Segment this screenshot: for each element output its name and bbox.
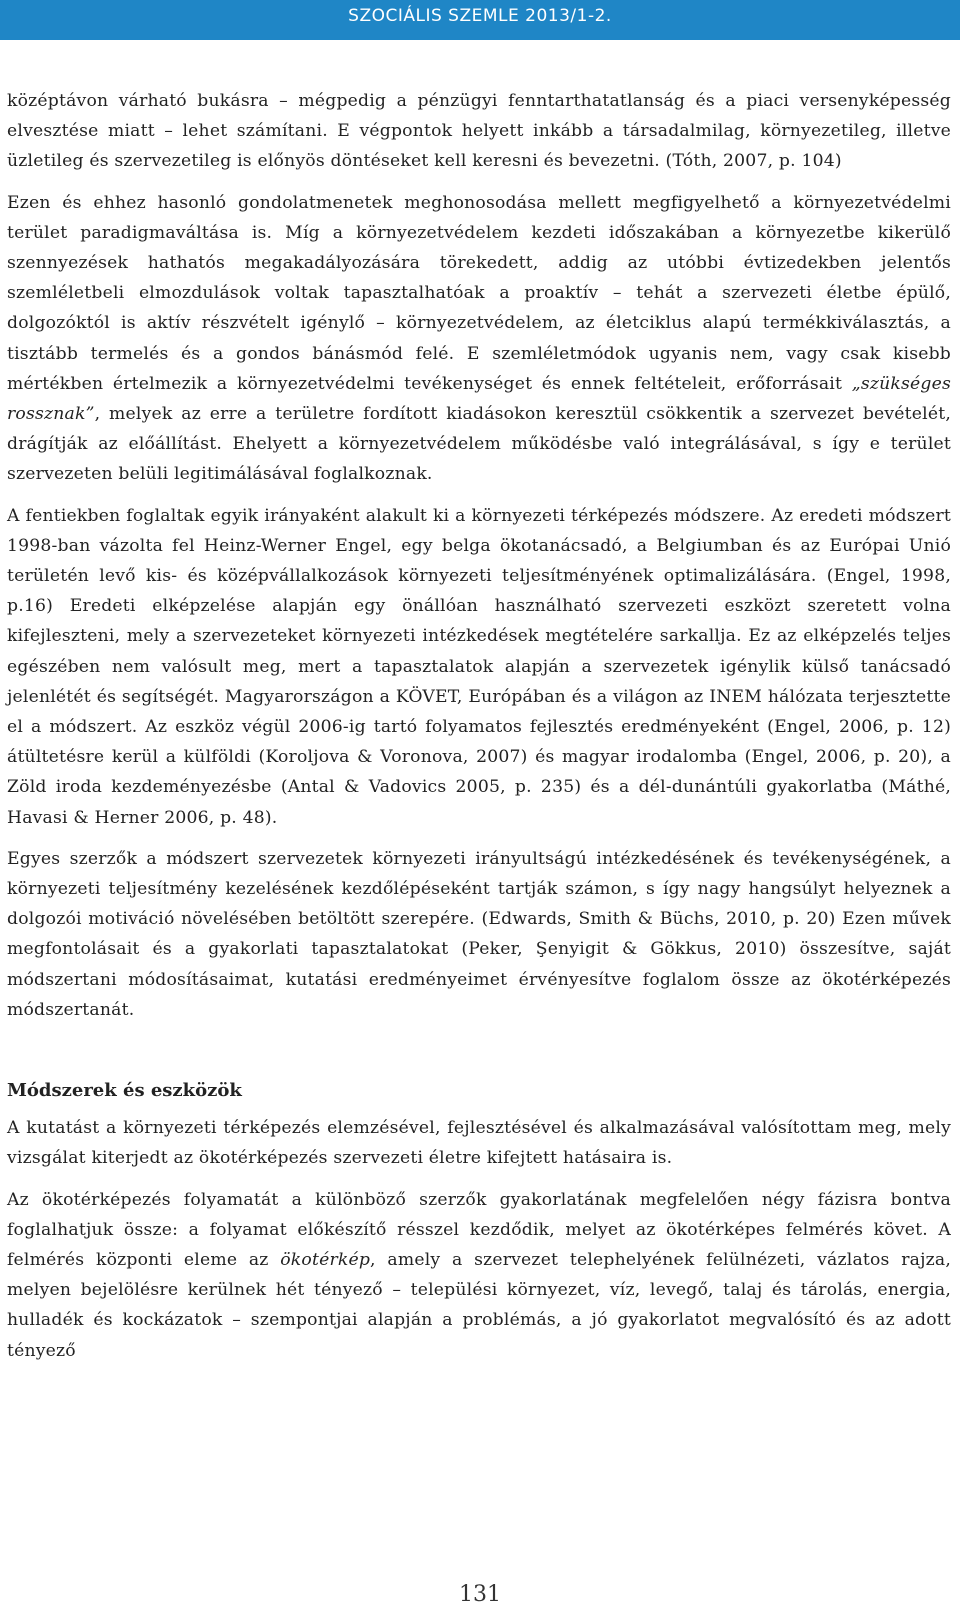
paragraph-6-text: Az ökotérképezés folyamatát a különböző szerzők gyakorlatának megfelelően négy fázisra bontva foglalhatjuk össze: a folyamat előkészítő résszel kezdődik, melyet az ökotérképes felmérés követ. A felmérés központi eleme az — [7, 1189, 951, 1270]
paragraph-1: középtávon várható bukásra – mégpedig a pénzügyi fenntarthatatlanság és a piaci versenyképesség elvesztése miatt – lehet számítani. E végpontok helyett inkább a társadalmilag, környezetileg, illetve üzletileg és szervezetileg is előnyös döntéseket kell keresni és bevezetni. (Tóth, 2007, p. 104) — [7, 91, 951, 172]
article-body — [7, 86, 951, 1377]
journal-header — [0, 0, 960, 40]
paragraph-2-italic: „szükséges rossznak” — [7, 373, 951, 425]
paragraph-6-end: , amely a szervezet telephelyének felülnézeti, vázlatos rajza, melyen bejelölésre kerülnek hét tényező – települési környezet, víz, levegő, talaj és tárolás, energia, hulladék és kockázatok – szempontjai alapján a problémás, a jó gyakorlatot megvalósító és az adott tényező — [7, 1249, 951, 1361]
journal-title: SZOCIÁLIS SZEMLE 2013/1-2. — [348, 6, 612, 26]
page-number: 131 — [459, 1582, 501, 1607]
paragraph-4: Egyes szerzők a módszert szervezetek környezeti irányultságú intézkedésének és tevékenységének, a környezeti teljesítmény kezelésének kezdőlépéseként tartják számon, s így nagy hangsúlyt helyeznek a dolgozói motiváció növelésében betöltött szerepére. (Edwards, Smith & Büchs, 2010, p. 20) Ezen művek megfontolásait és a gyakorlati tapasztalatokat (Peker, Şenyigit & Gökkus, 2010) összesítve, saját módszertani módosításaimat, kutatási eredményeimet érvényesítve foglalom össze az ökotérképezés módszertanát. — [7, 848, 951, 1020]
paragraph-2 — [7, 188, 951, 490]
paragraph-6-italic: ökotérkép — [280, 1249, 371, 1270]
paragraph-2-end: , melyek az erre a területre fordított kiadásokon keresztül csökkentik a szervezet bevételét, drágítják az előállítást. Ehelyett a környezetvédelem működésbe való integrálásával, s így e terület szervezeten belüli legitimálásával foglalkoznak. — [7, 404, 951, 485]
section-heading: Módszerek és eszközök — [7, 1080, 242, 1102]
paragraph-6 — [7, 1185, 951, 1366]
paragraph-2-text: Ezen és ehhez hasonló gondolatmenetek meghonosodása mellett megfigyelhető a környezetvédelmi terület paradigmaváltása is. Míg a környezetvédelem kezdeti időszakában a környezetbe kikerülő szennyezések hathatós megakadályozására törekedett, addig az utóbbi évtizedekben jelentős szemléletbeli elmozdulások voltak tapasztalhatóak a proaktív – tehát a szervezeti életbe épülő, dolgozóktól is aktív részvételt igénylő – környezetvédelem, az életciklus alapú termékkiválasztás, a tisztább termelés és a gondos bánásmód felé. E szemléletmódok ugyanis nem, vagy csak kisebb mértékben értelmezik a környezetvédelmi tevékenységet és ennek feltételeit, erőforrásait — [7, 192, 951, 394]
paragraph-5: A kutatást a környezeti térképezés elemzésével, fejlesztésével és alkalmazásával valósítottam meg, mely vizsgálat kiterjedt az ökotérképezés szervezeti életre kifejtett hatásaira is. — [7, 1118, 951, 1169]
paragraph-3: A fentiekben foglaltak egyik irányaként alakult ki a környezeti térképezés módszere. Az eredeti módszert 1998-ban vázolta fel Heinz-Werner Engel, egy belga ökotanácsadó, a Belgiumban és az Európai Unió területén levő kis- és középvállalkozások környezeti teljesítményének optimalizálására. (Engel, 1998, p.16) Eredeti elképzelése alapján egy önállóan használható szervezeti eszközt szeretett volna kifejleszteni, mely a szervezeteket környezeti intézkedések megtételére sarkallja. Ez az elképzelés teljes egészében nem valósult meg, mert a tapasztalatok alapján a szervezetek igénylik külső tanácsadó jelenlétét és segítségét. Magyarországon a KÖVET, Európában és a világon az INEM hálózata terjesztette el a módszert. Az eszköz végül 2006-ig tartó folyamatos fejlesztés eredményeként (Engel, 2006, p. 12) átültetésre kerül a külföldi (Koroljova & Voronova, 2007) és magyar irodalomba (Engel, 2006, p. 20), a Zöld iroda kezdeményezésbe (Antal & Vadovics 2005, p. 235) és a dél-dunántúli gyakorlatba (Máthé, Havasi & Herner 2006, p. 48). — [7, 505, 951, 828]
